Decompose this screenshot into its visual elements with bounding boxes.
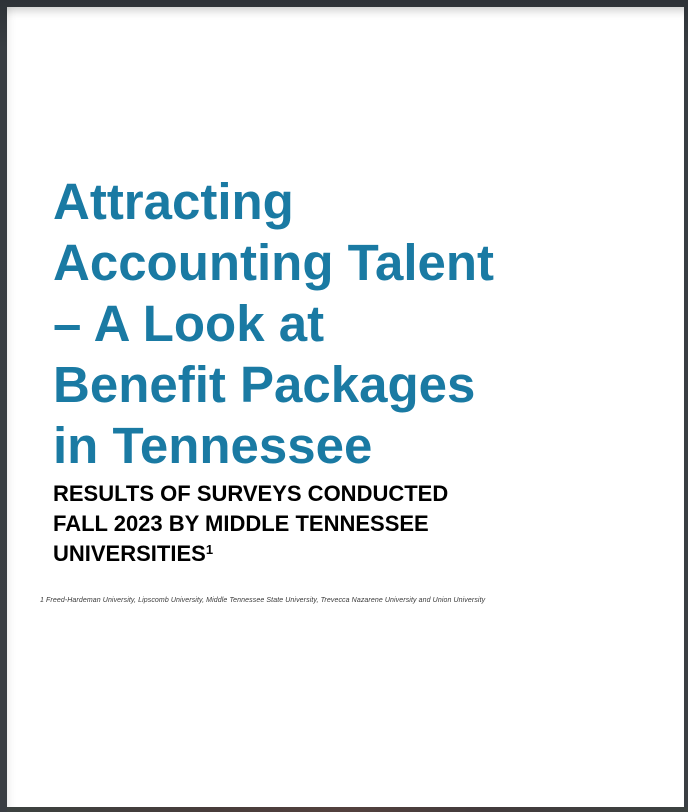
subtitle-line-3-text: UNIVERSITIES xyxy=(53,541,206,566)
title-line-4: Benefit Packages xyxy=(53,356,476,413)
footnote-reference-superscript: 1 xyxy=(205,542,214,557)
document-page xyxy=(7,7,684,807)
subtitle-line-2: FALL 2023 BY MIDDLE TENNESSEE xyxy=(53,511,429,536)
title-line-2: Accounting Talent xyxy=(53,234,495,291)
title-line-5: in Tennessee xyxy=(53,417,373,474)
page-footnote: 1 Freed-Hardeman University, Lipscomb University, Middle Tennessee State University, Trevecca Nazarene University and Union University xyxy=(40,597,486,604)
document-subtitle xyxy=(53,479,523,569)
title-line-3: – A Look at xyxy=(53,295,325,352)
subtitle-line-1: RESULTS OF SURVEYS CONDUCTED xyxy=(53,481,449,506)
title-line-1: Attracting xyxy=(53,173,294,230)
document-title xyxy=(53,171,633,476)
subtitle-line-3 xyxy=(53,539,523,569)
